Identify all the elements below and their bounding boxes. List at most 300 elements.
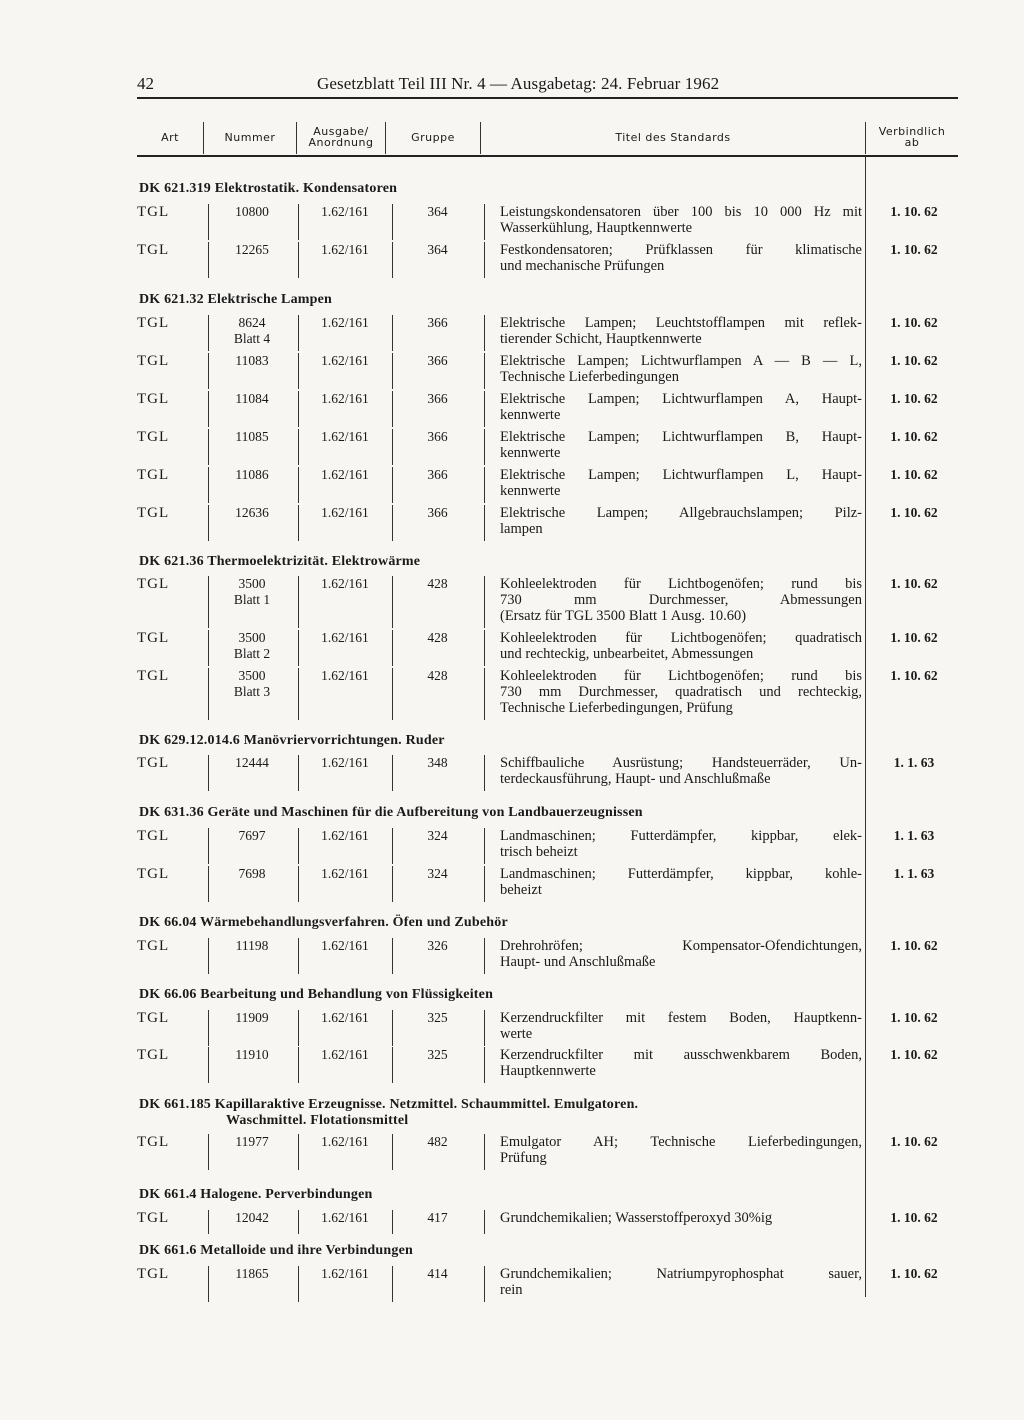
effective-date: 1. 10. 62 — [890, 1010, 938, 1025]
column-rule — [298, 1266, 299, 1302]
standard-type: TGL — [137, 467, 170, 483]
standard-number-line: 11909 — [235, 1010, 269, 1025]
column-rule — [208, 866, 209, 902]
effective-date: 1. 10. 62 — [890, 429, 938, 444]
column-rule — [392, 1266, 393, 1302]
column-rule — [484, 1266, 485, 1302]
standard-title — [500, 242, 862, 274]
standard-number — [210, 1210, 294, 1226]
column-rule — [484, 391, 485, 427]
column-rule — [392, 1047, 393, 1083]
column-header-verbindlich — [866, 118, 958, 156]
column-rule — [208, 467, 209, 503]
issue-order: 1.62/161 — [321, 391, 369, 406]
standard-number — [210, 755, 294, 771]
column-rule — [208, 755, 209, 791]
column-rule — [484, 242, 485, 278]
column-rule — [208, 576, 209, 628]
standard-title-line: Kohleelektroden für Lichtbogenöfen; rund bis — [500, 576, 862, 592]
column-rule — [392, 1134, 393, 1170]
standard-title — [500, 755, 862, 787]
standard-type: TGL — [137, 1134, 170, 1150]
standard-number-line: 11977 — [235, 1134, 269, 1149]
group-code: 325 — [427, 1047, 448, 1062]
column-rule — [208, 1210, 209, 1234]
group-code: 366 — [427, 429, 448, 444]
standard-title-line: Schiffbauliche Ausrüstung; Handsteuerräder, Un- — [500, 755, 862, 771]
column-rule — [298, 204, 299, 240]
column-rule — [298, 353, 299, 389]
standard-number-line: 11083 — [235, 353, 269, 368]
group-code: 417 — [427, 1210, 448, 1225]
standard-number — [210, 828, 294, 844]
standard-title — [500, 429, 862, 461]
group-code: 364 — [427, 204, 448, 219]
standard-number — [210, 204, 294, 220]
column-header-titel: Titel des Standards — [615, 130, 731, 144]
standard-number — [210, 505, 294, 521]
group-code: 326 — [427, 938, 448, 953]
column-rule — [392, 755, 393, 791]
standard-type: TGL — [137, 630, 170, 646]
standard-number-line: 3500 — [238, 576, 266, 591]
issue-order: 1.62/161 — [321, 1210, 369, 1225]
issue-order: 1.62/161 — [321, 668, 369, 683]
effective-date: 1. 1. 63 — [893, 828, 935, 843]
issue-order: 1.62/161 — [321, 630, 369, 645]
group-code: 324 — [427, 828, 448, 843]
standard-type: TGL — [137, 755, 170, 771]
standard-title-line: Haupt- und Anschlußmaße — [500, 954, 656, 970]
standard-number-line: 11198 — [235, 938, 269, 953]
column-rule — [208, 353, 209, 389]
column-rule — [208, 391, 209, 427]
section-heading-line: DK 66.04 Wärmebehandlungsverfahren. Öfen und Zubehör — [139, 915, 508, 930]
standard-title-line: werte — [500, 1026, 533, 1042]
group-code: 366 — [427, 353, 448, 368]
standard-title-line: 730 mm Durchmesser, quadratisch und rechteckig, — [500, 684, 862, 700]
section-heading — [139, 733, 445, 749]
header-bottom-rule — [137, 155, 958, 157]
section-heading-line: DK 661.4 Halogene. Perverbindungen — [139, 1187, 373, 1202]
issue-order: 1.62/161 — [321, 755, 369, 770]
standard-title-line: lampen — [500, 521, 543, 537]
column-rule — [298, 1047, 299, 1083]
standard-number — [210, 1266, 294, 1282]
standard-type: TGL — [137, 828, 170, 844]
column-rule — [298, 467, 299, 503]
section-heading-line-2: Waschmittel. Flotationsmittel — [226, 1113, 409, 1128]
standard-type: TGL — [137, 1210, 170, 1226]
standard-title-line: Kohleelektroden für Lichtbogenöfen; quadratisch — [500, 630, 862, 646]
standard-type: TGL — [137, 1010, 170, 1026]
column-rule — [484, 1210, 485, 1234]
standard-title-line: 730 mm Durchmesser, Abmessungen — [500, 592, 862, 608]
section-heading-line: DK 621.319 Elektrostatik. Kondensatoren — [139, 181, 398, 196]
group-code: 366 — [427, 391, 448, 406]
effective-date: 1. 10. 62 — [890, 467, 938, 482]
section-heading-line: DK 621.32 Elektrische Lampen — [139, 292, 333, 307]
standard-number — [210, 429, 294, 445]
standard-number — [210, 242, 294, 258]
standard-title-line: Kerzendruckfilter mit festem Boden, Hauptkenn- — [500, 1010, 862, 1026]
group-code: 366 — [427, 315, 448, 330]
column-rule — [208, 938, 209, 974]
issue-order: 1.62/161 — [321, 1266, 369, 1281]
column-rule — [484, 204, 485, 240]
column-rule — [392, 315, 393, 351]
issue-order: 1.62/161 — [321, 242, 369, 257]
column-rule — [298, 755, 299, 791]
column-rule — [298, 505, 299, 541]
standard-type: TGL — [137, 429, 170, 445]
standard-title — [500, 1266, 862, 1298]
column-rule — [298, 668, 299, 720]
section-heading — [139, 1187, 373, 1203]
standard-title — [500, 668, 862, 716]
standard-title-line: terdeckausführung, Haupt- und Anschlußmaße — [500, 771, 771, 787]
standard-title-line: Grundchemikalien; Wasserstoffperoxyd 30%ig — [500, 1210, 773, 1226]
standard-title-line: Emulgator AH; Technische Lieferbedingungen, — [500, 1134, 862, 1150]
section-heading-line: DK 661.6 Metalloide und ihre Verbindungen — [139, 1243, 413, 1258]
effective-date: 1. 10. 62 — [890, 576, 938, 591]
column-header-gruppe: Gruppe — [411, 130, 455, 144]
standard-number-line: 8624 — [238, 315, 266, 330]
standard-title-line: Grundchemikalien; Natriumpyrophosphat sauer, — [500, 1266, 862, 1282]
header-title: Gesetzblatt Teil III Nr. 4 — Ausgabetag: 24. Februar 1962 — [317, 74, 720, 93]
standard-type: TGL — [137, 242, 170, 258]
standard-title — [500, 1047, 862, 1079]
column-rule — [484, 1047, 485, 1083]
standard-number — [210, 353, 294, 369]
column-rule — [392, 1010, 393, 1046]
section-heading — [139, 805, 643, 821]
standard-title — [500, 576, 862, 624]
verbindlich-column-rule — [865, 157, 866, 1297]
column-rule — [208, 828, 209, 864]
column-rule — [484, 429, 485, 465]
standard-title-line: Technische Lieferbedingungen, Prüfung — [500, 700, 733, 716]
issue-order: 1.62/161 — [321, 938, 369, 953]
column-rule — [208, 1266, 209, 1302]
column-header-nummer: Nummer — [224, 130, 276, 144]
page-number: 42 — [137, 74, 154, 93]
standard-title-line: Elektrische Lampen; Allgebrauchslampen; Pilz- — [500, 505, 862, 521]
issue-order: 1.62/161 — [321, 828, 369, 843]
standard-number — [210, 315, 294, 347]
column-rule — [484, 353, 485, 389]
standard-title — [500, 505, 862, 537]
group-code: 364 — [427, 242, 448, 257]
section-heading — [139, 1097, 638, 1129]
effective-date: 1. 10. 62 — [890, 315, 938, 330]
standard-type: TGL — [137, 1266, 170, 1282]
standard-type: TGL — [137, 315, 170, 331]
column-rule — [392, 204, 393, 240]
standard-title-line: Elektrische Lampen; Lichtwurflampen B, Haupt- — [500, 429, 862, 445]
issue-order: 1.62/161 — [321, 315, 369, 330]
column-rule — [298, 429, 299, 465]
group-code: 428 — [427, 668, 448, 683]
column-rule — [484, 467, 485, 503]
standard-title — [500, 353, 862, 385]
standard-number — [210, 668, 294, 700]
column-rule — [484, 866, 485, 902]
standard-number-line: Blatt 4 — [233, 331, 271, 346]
standard-type: TGL — [137, 938, 170, 954]
standard-number — [210, 1047, 294, 1063]
standard-number — [210, 866, 294, 882]
column-header-ausgabe-line1: Ausgabe/ — [313, 125, 369, 138]
standard-number-line: 11085 — [235, 429, 269, 444]
column-rule — [208, 315, 209, 351]
section-heading — [139, 1243, 413, 1259]
column-rule — [484, 1010, 485, 1046]
section-heading — [139, 181, 397, 197]
column-rule — [484, 505, 485, 541]
standard-title — [500, 938, 862, 970]
effective-date: 1. 10. 62 — [890, 668, 938, 683]
standard-number-line: Blatt 2 — [233, 646, 271, 661]
standard-number-line: Blatt 3 — [233, 684, 271, 699]
section-heading — [139, 987, 493, 1003]
group-code: 414 — [427, 1266, 448, 1281]
column-rule — [392, 938, 393, 974]
standard-title-line: beheizt — [500, 882, 542, 898]
standard-title-line: Kohleelektroden für Lichtbogenöfen; rund bis — [500, 668, 862, 684]
column-rule — [298, 828, 299, 864]
column-rule — [208, 1047, 209, 1083]
group-code: 366 — [427, 467, 448, 482]
standard-title-line: Landmaschinen; Futterdämpfer, kippbar, elek- — [500, 828, 862, 844]
issue-order: 1.62/161 — [321, 1010, 369, 1025]
column-rule — [208, 429, 209, 465]
standard-title-line: (Ersatz für TGL 3500 Blatt 1 Ausg. 10.60) — [500, 608, 747, 624]
column-rule — [392, 467, 393, 503]
standard-title — [500, 391, 862, 423]
column-header-art: Art — [161, 130, 179, 144]
standard-number — [210, 938, 294, 954]
standard-number-line: 11084 — [235, 391, 269, 406]
column-rule — [298, 1010, 299, 1046]
effective-date: 1. 10. 62 — [890, 630, 938, 645]
standard-title-line: kennwerte — [500, 445, 561, 461]
standard-number — [210, 1010, 294, 1026]
standard-title-line: Elektrische Lampen; Lichtwurflampen L, Haupt- — [500, 467, 862, 483]
issue-order: 1.62/161 — [321, 1134, 369, 1149]
standard-number-line: 10800 — [235, 204, 269, 219]
standard-number — [210, 576, 294, 608]
standard-title — [500, 315, 862, 347]
column-rule — [484, 828, 485, 864]
column-rule — [298, 242, 299, 278]
column-rule — [484, 938, 485, 974]
section-heading-line: DK 629.12.014.6 Manövriervorrichtungen. Ruder — [139, 733, 445, 748]
effective-date: 1. 1. 63 — [893, 755, 935, 770]
column-rule — [298, 391, 299, 427]
column-rule — [484, 576, 485, 628]
effective-date: 1. 10. 62 — [890, 1047, 938, 1062]
standard-type: TGL — [137, 668, 170, 684]
column-rule — [484, 1134, 485, 1170]
standard-title-line: Festkondensatoren; Prüfklassen für klimatische — [500, 242, 862, 258]
standard-title — [500, 866, 862, 898]
column-rule — [392, 828, 393, 864]
effective-date: 1. 10. 62 — [890, 1134, 938, 1149]
standard-number-line: 12265 — [235, 242, 269, 257]
page-header — [137, 72, 957, 96]
standard-number — [210, 391, 294, 407]
standard-title-line: rein — [500, 1282, 523, 1298]
group-code: 428 — [427, 630, 448, 645]
group-code: 325 — [427, 1010, 448, 1025]
effective-date: 1. 10. 62 — [890, 505, 938, 520]
column-rule — [298, 315, 299, 351]
standard-title — [500, 630, 862, 662]
effective-date: 1. 10. 62 — [890, 1266, 938, 1281]
standard-title-line: Elektrische Lampen; Lichtwurflampen A — B — L, — [500, 353, 862, 369]
column-rule — [298, 1210, 299, 1234]
column-rule — [208, 630, 209, 666]
column-rule — [298, 866, 299, 902]
section-heading-line: DK 631.36 Geräte und Maschinen für die Aufbereitung von Landbauerzeugnissen — [139, 805, 643, 820]
standard-number-line: 12636 — [235, 505, 269, 520]
group-code: 324 — [427, 866, 448, 881]
standard-title-line: Leistungskondensatoren über 100 bis 10 000 Hz mit — [500, 204, 862, 220]
column-rule — [392, 866, 393, 902]
standard-number-line: Blatt 1 — [233, 592, 271, 607]
column-rule — [208, 242, 209, 278]
standard-title — [500, 204, 862, 236]
issue-order: 1.62/161 — [321, 204, 369, 219]
effective-date: 1. 10. 62 — [890, 1210, 938, 1225]
standard-type: TGL — [137, 576, 170, 592]
issue-order: 1.62/161 — [321, 467, 369, 482]
standard-number-line: 7698 — [238, 866, 266, 881]
issue-order: 1.62/161 — [321, 353, 369, 368]
column-header-verbindlich-line2: ab — [904, 136, 920, 149]
group-code: 482 — [427, 1134, 448, 1149]
standard-number-line: 12444 — [235, 755, 269, 770]
group-code: 348 — [427, 755, 448, 770]
column-rule — [484, 315, 485, 351]
standard-title-line: Prüfung — [500, 1150, 547, 1166]
standard-title-line: trisch beheizt — [500, 844, 578, 860]
standard-title — [500, 828, 862, 860]
standard-type: TGL — [137, 1047, 170, 1063]
column-rule — [208, 204, 209, 240]
standard-title-line: Landmaschinen; Futterdämpfer, kippbar, kohle- — [500, 866, 862, 882]
column-rule — [392, 1210, 393, 1234]
issue-order: 1.62/161 — [321, 1047, 369, 1062]
column-rule — [298, 630, 299, 666]
column-rule — [208, 668, 209, 720]
standard-number-line: 11865 — [235, 1266, 269, 1281]
standard-title-line: Wasserkühlung, Hauptkennwerte — [500, 220, 693, 236]
standard-number-line: 3500 — [238, 668, 266, 683]
column-rule — [298, 938, 299, 974]
issue-order: 1.62/161 — [321, 429, 369, 444]
standard-number — [210, 630, 294, 662]
standard-title-line: Elektrische Lampen; Leuchtstofflampen mit reflek- — [500, 315, 862, 331]
column-header-ausgabe-line2: Anordnung — [308, 136, 374, 149]
standard-number-line: 3500 — [238, 630, 266, 645]
standard-title-line: Drehrohröfen; Kompensator-Ofendichtungen, — [500, 938, 862, 954]
column-header-verbindlich-line1: Verbindlich — [878, 125, 946, 138]
column-rule — [484, 630, 485, 666]
header-rule — [137, 97, 958, 99]
standard-number-line: 7697 — [238, 828, 266, 843]
standard-title-line: und mechanische Prüfungen — [500, 258, 665, 274]
standard-title-line: Kerzendruckfilter mit ausschwenkbarem Boden, — [500, 1047, 862, 1063]
standard-type: TGL — [137, 391, 170, 407]
standard-title-line: und rechteckig, unbearbeitet, Abmessungen — [500, 646, 754, 662]
effective-date: 1. 1. 63 — [893, 866, 935, 881]
standard-number-line: 11086 — [235, 467, 269, 482]
standard-number-line: 12042 — [235, 1210, 269, 1225]
standard-number — [210, 467, 294, 483]
column-rule — [208, 505, 209, 541]
column-rule — [392, 668, 393, 720]
effective-date: 1. 10. 62 — [890, 204, 938, 219]
issue-order: 1.62/161 — [321, 866, 369, 881]
section-heading — [139, 292, 332, 308]
issue-order: 1.62/161 — [321, 576, 369, 591]
standard-number — [210, 1134, 294, 1150]
column-rule — [208, 1010, 209, 1046]
issue-order: 1.62/161 — [321, 505, 369, 520]
section-heading-line: DK 66.06 Bearbeitung und Behandlung von Flüssigkeiten — [139, 987, 494, 1002]
column-rule — [392, 505, 393, 541]
standard-title-line: Hauptkennwerte — [500, 1063, 596, 1079]
column-rule — [208, 1134, 209, 1170]
section-heading-line: DK 621.36 Thermoelektrizität. Elektrowärme — [139, 554, 421, 569]
section-heading — [139, 915, 508, 931]
column-header-ausgabe — [297, 118, 385, 156]
effective-date: 1. 10. 62 — [890, 353, 938, 368]
standard-title-line: kennwerte — [500, 407, 561, 423]
standard-number-line: 11910 — [235, 1047, 269, 1062]
group-code: 428 — [427, 576, 448, 591]
standard-type: TGL — [137, 353, 170, 369]
column-rule — [392, 576, 393, 628]
standard-title-line: Elektrische Lampen; Lichtwurflampen A, Haupt- — [500, 391, 862, 407]
group-code: 366 — [427, 505, 448, 520]
standard-type: TGL — [137, 505, 170, 521]
standard-type: TGL — [137, 204, 170, 220]
column-rule — [392, 242, 393, 278]
standard-title-line: Technische Lieferbedingungen — [500, 369, 679, 385]
column-rule — [484, 755, 485, 791]
section-heading-line: DK 661.185 Kapillaraktive Erzeugnisse. Netzmittel. Schaummittel. Emulgatoren. — [139, 1097, 639, 1112]
section-heading — [139, 554, 420, 570]
standard-title — [500, 1010, 862, 1042]
effective-date: 1. 10. 62 — [890, 391, 938, 406]
column-rule — [298, 1134, 299, 1170]
standard-title-line: tierender Schicht, Hauptkennwerte — [500, 331, 702, 347]
column-rule — [392, 630, 393, 666]
column-rule — [298, 576, 299, 628]
effective-date: 1. 10. 62 — [890, 242, 938, 257]
column-rule — [484, 668, 485, 720]
effective-date: 1. 10. 62 — [890, 938, 938, 953]
standard-title — [500, 467, 862, 499]
column-rule — [392, 353, 393, 389]
standard-title-line: kennwerte — [500, 483, 561, 499]
standard-title — [500, 1134, 862, 1166]
standard-type: TGL — [137, 866, 170, 882]
standard-title — [500, 1210, 862, 1226]
